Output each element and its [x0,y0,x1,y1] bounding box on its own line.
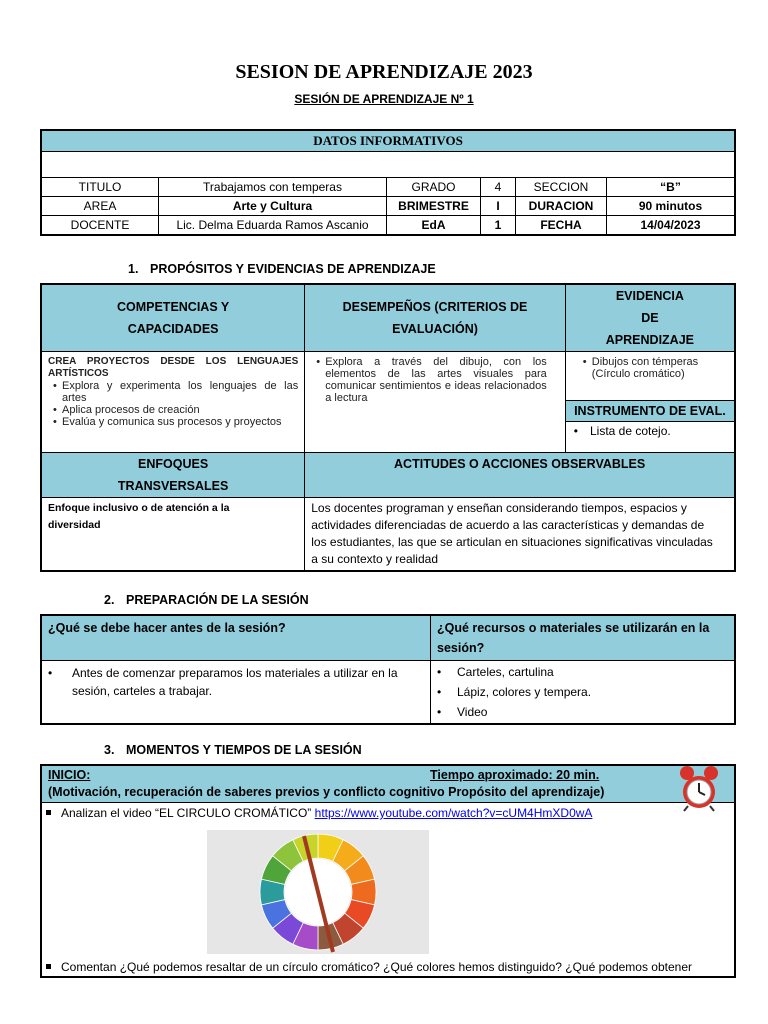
value-titulo: Trabajamos con temperas [159,178,387,197]
competencias-cell [41,352,305,453]
bullet-icon: • [573,424,578,438]
preparacion-table [40,614,736,725]
label-eda: EdA [387,216,481,234]
section-1-number: 1. [128,262,139,276]
recurso-text: Video [457,705,488,719]
actitud-line: Los docentes programan y enseñan considerando tiempos, espacios y [311,501,687,515]
instrumento-value: Lista de cotejo. [589,424,671,438]
section-2-number: 2. [104,593,115,607]
datos-informativos-table [40,129,736,236]
momentos-box [40,764,736,978]
datos-row-docente [42,216,734,234]
recurso-text: Carteles, cartulina [457,665,554,679]
capacidad-item: • Aplica procesos de creación [62,404,298,416]
value-bimestre: I [481,197,516,216]
evidencia-item: • Dibujos con témperas (Círculo cromático) [592,356,726,380]
label-titulo: TITULO [42,178,159,197]
header-desempenos: DESEMPEÑOS (CRITERIOS DE EVALUACIÓN) [305,284,566,352]
label-bimestre: BRIMESTRE [387,197,481,216]
label-duracion: DURACION [516,197,607,216]
datos-row-area [42,197,734,216]
value-eda: 1 [481,216,516,234]
bullet-icon: • [48,666,53,680]
label-seccion: SECCION [516,178,607,197]
header-instrumento: INSTRUMENTO DE EVAL. [565,401,735,422]
datos-empty-row [42,152,734,178]
capacidades-list [48,380,298,428]
enfoque-text: Enfoque inclusivo o de atención a la diversidad [48,502,230,531]
color-wheel-image [207,830,429,954]
actitud-line: los estudiantes, las que se articulan en situaciones significativas vinculadas [311,535,713,549]
desempeno-item: • Explora a través del dibujo, con los elementos de las artes visuales para comunicar sentimientos e ideas relacionados a lectura [325,356,547,404]
header-evidencia: EVIDENCIA DE APRENDIZAJE [565,284,735,352]
bullet-icon: • [437,665,442,679]
bullet-icon: • [437,685,442,699]
section-2-title: PREPARACIÓN DE LA SESIÓN [126,593,309,607]
value-seccion: “B” [607,178,734,197]
header-antes: ¿Qué se debe hacer antes de la sesión? [41,615,431,661]
analizan-text: Analizan el video “EL CIRCULO CROMÁTICO” [61,806,312,820]
header-actitudes: ACTITUDES O ACCIONES OBSERVABLES [305,453,735,498]
recurso-item [437,662,728,682]
actitud-line: a su contexto y realidad [311,552,438,566]
recurso-item [437,702,728,722]
recurso-item [437,682,728,702]
tiempo-aproximado: Tiempo aproximado: 20 min. [430,768,600,782]
value-grado: 4 [481,178,516,197]
instrumento-cell [565,422,735,453]
section-1-title: PROPÓSITOS Y EVIDENCIAS DE APRENDIZAJE [150,262,436,276]
label-docente: DOCENTE [42,216,159,234]
square-bullet-icon [46,810,51,815]
value-docente: Lic. Delma Eduarda Ramos Ascanio [159,216,387,234]
antes-text: Antes de comenzar preparamos los materiales a utilizar en la sesión, carteles a trabajar. [72,666,398,698]
comentan-text: Comentan ¿Qué podemos resaltar de un círculo cromático? ¿Qué colores hemos distinguido? ¿Qué podemos obtener [61,960,692,974]
alarm-clock-icon [676,764,722,812]
session-subtitle: SESIÓN DE APRENDIZAJE Nº 1 [294,92,474,106]
desempenos-list [313,356,547,404]
square-bullet-icon [46,964,51,969]
section-3-number: 3. [104,743,115,757]
label-grado: GRADO [387,178,481,197]
value-fecha: 14/04/2023 [640,218,701,232]
header-competencias: COMPETENCIAS Y CAPACIDADES [41,284,305,352]
section-2-heading [104,593,309,607]
antes-cell [41,661,431,725]
label-area: AREA [42,197,159,216]
section-3-heading [104,743,362,757]
evidencia-cell [565,352,735,401]
header-recursos: ¿Qué recursos o materiales se utilizarán en la sesión? [431,615,736,661]
datos-heading: DATOS INFORMATIVOS [42,131,734,152]
recursos-cell [431,661,736,725]
evidencia-list [574,356,726,380]
recurso-text: Lápiz, colores y tempera. [457,685,592,699]
inicio-header [42,766,734,803]
section-3-title: MOMENTOS Y TIEMPOS DE LA SESIÓN [126,743,362,757]
enfoque-cell [41,498,305,572]
video-link[interactable]: https://www.youtube.com/watch?v=cUM4HmXD0wA [314,806,593,820]
comentan-line [46,960,692,974]
datos-row-titulo [42,178,734,197]
propositos-table [40,283,736,572]
header-enfoques: ENFOQUES TRANSVERSALES [41,453,305,498]
analizan-line [46,806,592,820]
inicio-label: INICIO: [48,768,91,782]
section-1-heading [128,262,436,276]
actitudes-cell [305,498,735,572]
bullet-icon: • [437,705,442,719]
actitud-line: actividades diferenciadas de acuerdo a las características y demandas de [311,518,705,532]
capacidad-item: • Evalúa y comunica sus procesos y proyectos [62,416,298,428]
value-duracion: 90 minutos [607,197,734,216]
motivacion-text: (Motivación, recuperación de saberes previos y conflicto cognitivo Propósito del aprendizaje) [48,785,605,799]
capacidad-item: • Explora y experimenta los lenguajes de las artes [62,380,298,404]
competencia-text: CREA PROYECTOS DESDE LOS LENGUAJES ARTÍSTICOS [48,356,299,379]
document-title: SESION DE APRENDIZAJE 2023 [235,61,533,83]
label-fecha: FECHA [516,216,607,234]
desempenos-cell [305,352,566,453]
value-area: Arte y Cultura [159,197,387,216]
